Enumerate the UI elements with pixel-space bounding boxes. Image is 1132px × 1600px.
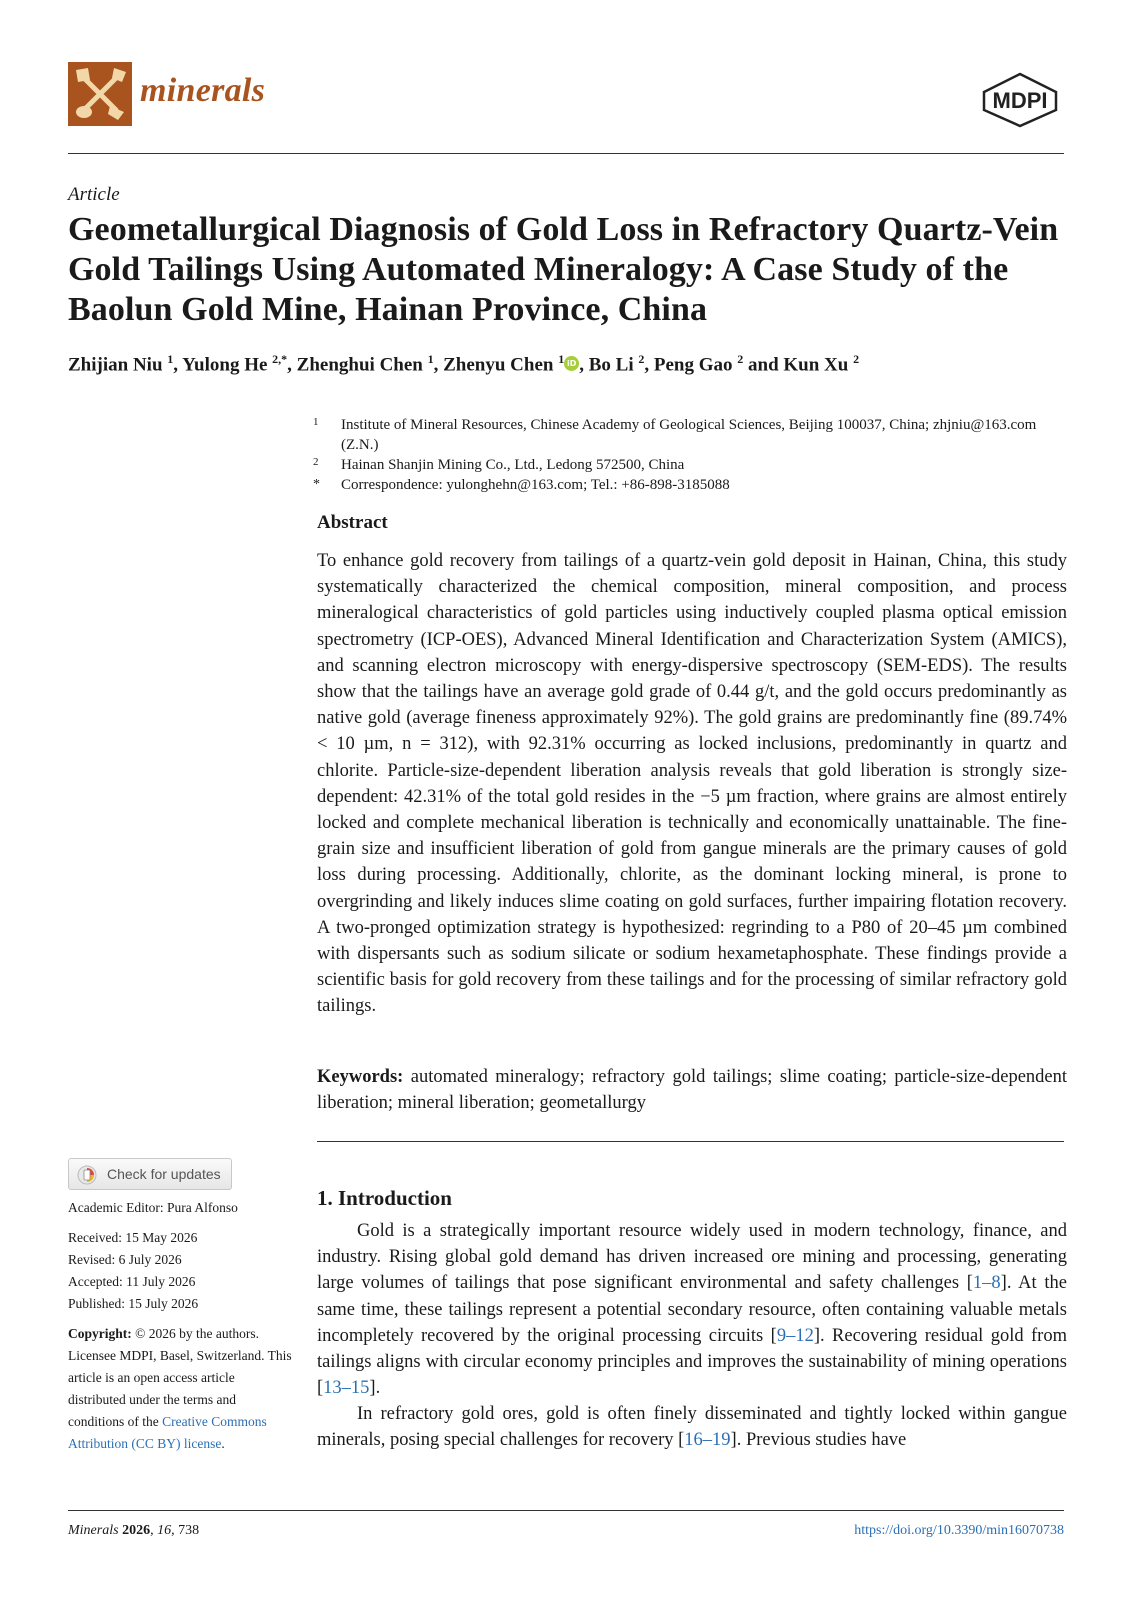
introduction-paragraph bbox=[317, 1401, 1067, 1453]
citation-link[interactable]: 16–19 bbox=[684, 1430, 731, 1451]
paragraph-text: ]. At the same time, these tailings represent a potential secondary resource, often containing valuable metals incompletely recovered by the original processing circuits [ bbox=[317, 1273, 1067, 1346]
article-type: Article bbox=[68, 184, 120, 205]
orcid-icon[interactable]: iD bbox=[564, 356, 579, 371]
affiliation-mark: 2 bbox=[313, 456, 319, 468]
author-name[interactable]: Yulong He bbox=[182, 354, 268, 376]
date-accepted: Accepted: 11 July 2026 bbox=[68, 1274, 196, 1289]
author-name[interactable]: Zhijian Niu bbox=[68, 354, 163, 376]
doi-link[interactable]: https://doi.org/10.3390/min16070738 bbox=[854, 1523, 1064, 1538]
affiliation-text: Hainan Shanjin Mining Co., Ltd., Ledong 572500, China bbox=[341, 457, 685, 473]
copyright-notice bbox=[68, 1323, 293, 1455]
check-updates-icon bbox=[77, 1165, 97, 1185]
article-info-sidebar bbox=[68, 1197, 293, 1455]
author-affiliation-mark: 1 bbox=[427, 352, 434, 366]
affiliations bbox=[313, 415, 1063, 495]
footer-divider bbox=[68, 1510, 1064, 1511]
citation-link[interactable]: 1–8 bbox=[972, 1273, 1001, 1294]
footer-volume: 16 bbox=[157, 1523, 172, 1538]
mdpi-logo-icon[interactable] bbox=[976, 72, 1064, 128]
affiliation-item bbox=[313, 455, 1063, 475]
academic-editor: Academic Editor: Pura Alfonso bbox=[68, 1200, 238, 1215]
date-received: Received: 15 May 2026 bbox=[68, 1230, 198, 1245]
author-affiliation-mark: 1 bbox=[167, 352, 174, 366]
date-revised: Revised: 6 July 2026 bbox=[68, 1252, 182, 1267]
introduction-heading: 1. Introduction bbox=[317, 1186, 452, 1210]
correspondence-text: Correspondence: yulonghehn@163.com; Tel.: +86-898-3185088 bbox=[341, 477, 730, 493]
author-name[interactable]: Peng Gao bbox=[653, 354, 733, 376]
paragraph-text: ]. Recovering residual gold from tailings aligns with circular economy principles and improves the sustainability of mining operations [ bbox=[317, 1325, 1067, 1399]
footer-year: 2026 bbox=[122, 1523, 151, 1538]
article-title: Geometallurgical Diagnosis of Gold Loss in Refractory Quartz-Vein Gold Tailings Using Automated Mineralogy: A Case Study of the Baolun Gold Mine, Hainan Province, China bbox=[68, 211, 1059, 328]
paragraph-text: In refractory gold ores, gold is often finely disseminated and tightly locked within gangue minerals, posing special challenges for recovery [ bbox=[317, 1404, 1067, 1451]
check-updates-label: Check for updates bbox=[107, 1166, 221, 1182]
citation-link[interactable]: 13–15 bbox=[323, 1378, 370, 1399]
author-name[interactable]: Bo Li bbox=[588, 354, 634, 376]
paragraph-text: ]. Previous studies have bbox=[730, 1430, 907, 1451]
affiliation-text: Institute of Mineral Resources, Chinese Academy of Geological Sciences, Beijing 100037, China; zhjniu@163.com (Z.N.) bbox=[341, 417, 1037, 453]
journal-name[interactable]: minerals bbox=[140, 72, 266, 109]
author-affiliation-mark: 2,* bbox=[272, 352, 288, 366]
paragraph-text: ]. bbox=[369, 1378, 381, 1399]
citation-footer: Minerals 2026, 16, 738 bbox=[68, 1523, 200, 1538]
license-end: . bbox=[221, 1436, 225, 1451]
footer-article-number: 738 bbox=[178, 1523, 200, 1538]
abstract-divider bbox=[317, 1141, 1064, 1142]
license-link[interactable]: Creative Commons Attribution (CC BY) license bbox=[68, 1414, 267, 1451]
author-affiliation-mark: 1 bbox=[558, 352, 565, 366]
author-connector: and bbox=[748, 354, 779, 376]
affiliation-mark: 1 bbox=[313, 416, 319, 428]
author-name[interactable]: Zhenyu Chen bbox=[443, 354, 554, 376]
paragraph-text: Gold is a strategically important resource widely used in modern technology, finance, and industry. Rising global gold demand has driven increased ore mining and processing, generating large volumes of tailings that pose significant environmental and safety challenges [ bbox=[317, 1221, 1067, 1294]
mdpi-logo-text: MDPI bbox=[992, 88, 1048, 113]
keywords-label: Keywords: bbox=[317, 1067, 404, 1087]
keywords bbox=[317, 1064, 1067, 1116]
citation-link[interactable]: 9–12 bbox=[776, 1325, 814, 1346]
copyright-text: © 2026 by the authors. Licensee MDPI, Basel, Switzerland. This article is an open access article distributed under the terms and conditions of the bbox=[68, 1326, 292, 1429]
check-for-updates-button[interactable] bbox=[68, 1158, 232, 1190]
introduction-paragraph bbox=[317, 1218, 1067, 1401]
author-affiliation-mark: 2 bbox=[638, 352, 645, 366]
abstract-heading: Abstract bbox=[317, 512, 388, 533]
affiliation-mark: * bbox=[313, 477, 320, 492]
copyright-label: Copyright: bbox=[68, 1326, 132, 1341]
author-name[interactable]: Kun Xu bbox=[783, 354, 849, 376]
footer-journal: Minerals bbox=[68, 1523, 119, 1538]
author-affiliation-mark: 2 bbox=[737, 352, 744, 366]
abstract-text: To enhance gold recovery from tailings of a quartz-vein gold deposit in Hainan, China, this study systematically characterized the chemical composition, mineral composition, and process mineralogical characteristics of gold particles using inductively coupled plasma optical emission spectrometry (ICP-OES), Advanced Mineral Identification and Characterization System (AMICS), and scanning electron microscopy with energy-dispersive spectroscopy (SEM-EDS). The results show that the tailings have an average gold grade of 0.44 g/t, and the gold occurs predominantly as native gold (average fineness approximately 92%). The gold grains are predominantly fine (89.74% < 10 µm, n = 312), with 92.31% occurring as locked inclusions, predominantly in quartz and chlorite. Particle-size-dependent liberation analysis reveals that gold liberation is strongly size-dependent: 42.31% of the total gold resides in the −5 µm fraction, where grains are almost entirely locked and complete mechanical liberation is technically and economically unattainable. The fine-grain size and insufficient liberation of gold from gangue minerals are the primary causes of gold loss during processing. Additionally, chlorite, as the dominant locking mineral, is prone to overgrinding and likely induces slime coating on gold surfaces, further impairing flotation recovery. A two-pronged optimization strategy is hypothesized: regrinding to a P80 of 20–45 µm combined with dispersants such as sodium silicate or sodium hexametaphosphate. These findings provide a scientific basis for gold recovery from these tailings and for the processing of similar refractory gold tailings. bbox=[317, 551, 1067, 1017]
journal-logo-icon bbox=[68, 62, 132, 126]
date-published: Published: 15 July 2026 bbox=[68, 1296, 199, 1311]
author-name[interactable]: Zhenghui Chen bbox=[296, 354, 423, 376]
header-divider bbox=[68, 153, 1064, 154]
affiliation-item bbox=[313, 415, 1063, 455]
keywords-text: automated mineralogy; refractory gold tailings; slime coating; particle-size-dependent liberation; mineral liberation; geometallurgy bbox=[317, 1067, 1068, 1113]
affiliation-item bbox=[313, 475, 1063, 495]
author-affiliation-mark: 2 bbox=[853, 352, 860, 366]
author-list: Zhijian Niu $^1$, Yulong He $^{2,*}$, Zhenghui Chen $^1$, Zhenyu Chen $^1$ iD , Bo Li $^2$, Peng Gao $^2$ and Kun Xu $^2$ bbox=[68, 352, 860, 376]
